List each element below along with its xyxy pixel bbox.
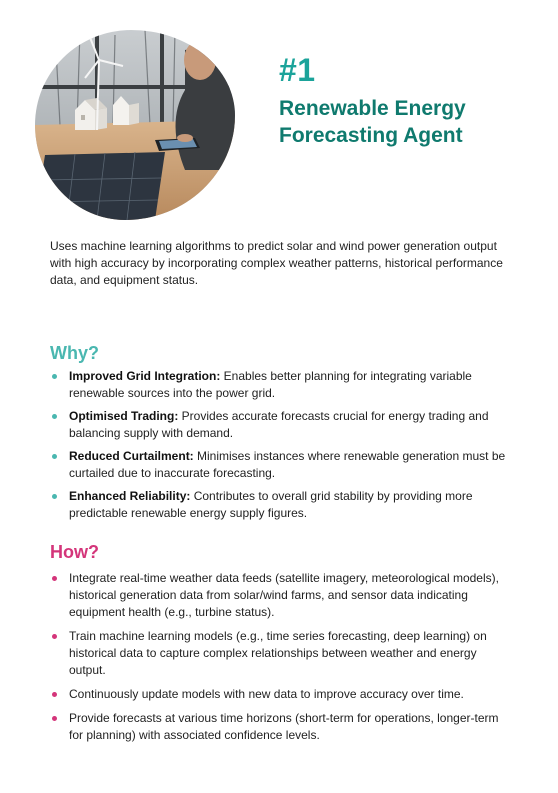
why-list <box>50 368 510 528</box>
list-item <box>50 570 510 621</box>
item-text: Train machine learning models (e.g., time series forecasting, deep learning) on historical data to capture complex relationships between weather and energy output. <box>69 629 487 677</box>
bullet-icon <box>52 454 57 459</box>
list-item <box>50 368 510 402</box>
bullet-icon <box>52 576 57 581</box>
agent-number: #1 <box>279 52 316 88</box>
why-heading: Why? <box>50 343 99 363</box>
item-label: Optimised Trading: <box>69 409 179 423</box>
office-photo-icon <box>35 30 235 220</box>
bullet-icon <box>52 634 57 639</box>
item-text: Minimises instances where renewable generation must be curtailed due to inaccurate forecasting. <box>69 449 506 480</box>
item-text: Enables better planning for integrating variable renewable sources into the power grid. <box>69 369 472 400</box>
title-line-1: Renewable Energy <box>279 97 466 120</box>
item-label: Improved Grid Integration: <box>69 369 221 383</box>
list-item <box>50 408 510 442</box>
bullet-icon <box>52 374 57 379</box>
page-title <box>279 95 529 149</box>
bullet-icon <box>52 692 57 697</box>
list-item <box>50 488 510 522</box>
how-heading: How? <box>50 542 99 562</box>
item-text: Provide forecasts at various time horizons (short-term for operations, longer-term for planning) with associated confidence levels. <box>69 711 499 742</box>
bullet-icon <box>52 494 57 499</box>
intro-paragraph: Uses machine learning algorithms to predict solar and wind power generation output with high accuracy by incorporating complex weather patterns, historical performance data, and equipment status. <box>50 239 503 287</box>
bullet-icon <box>52 716 57 721</box>
item-label: Enhanced Reliability: <box>69 489 191 503</box>
item-text: Provides accurate forecasts crucial for energy trading and balancing supply with demand. <box>69 409 489 440</box>
how-list <box>50 570 510 751</box>
bullet-icon <box>52 414 57 419</box>
list-item <box>50 628 510 679</box>
list-item <box>50 686 510 703</box>
hero-photo <box>35 30 235 220</box>
list-item <box>50 448 510 482</box>
title-line-2: Forecasting Agent <box>279 124 463 147</box>
item-label: Reduced Curtailment: <box>69 449 194 463</box>
item-text: Contributes to overall grid stability by providing more predictable renewable energy supply figures. <box>69 489 473 520</box>
item-text: Integrate real-time weather data feeds (satellite imagery, meteorological models), historical generation data from solar/wind farms, and sensor data indicating equipment health (e.g., turbine status). <box>69 571 499 619</box>
list-item <box>50 710 510 744</box>
item-text: Continuously update models with new data to improve accuracy over time. <box>69 687 464 701</box>
